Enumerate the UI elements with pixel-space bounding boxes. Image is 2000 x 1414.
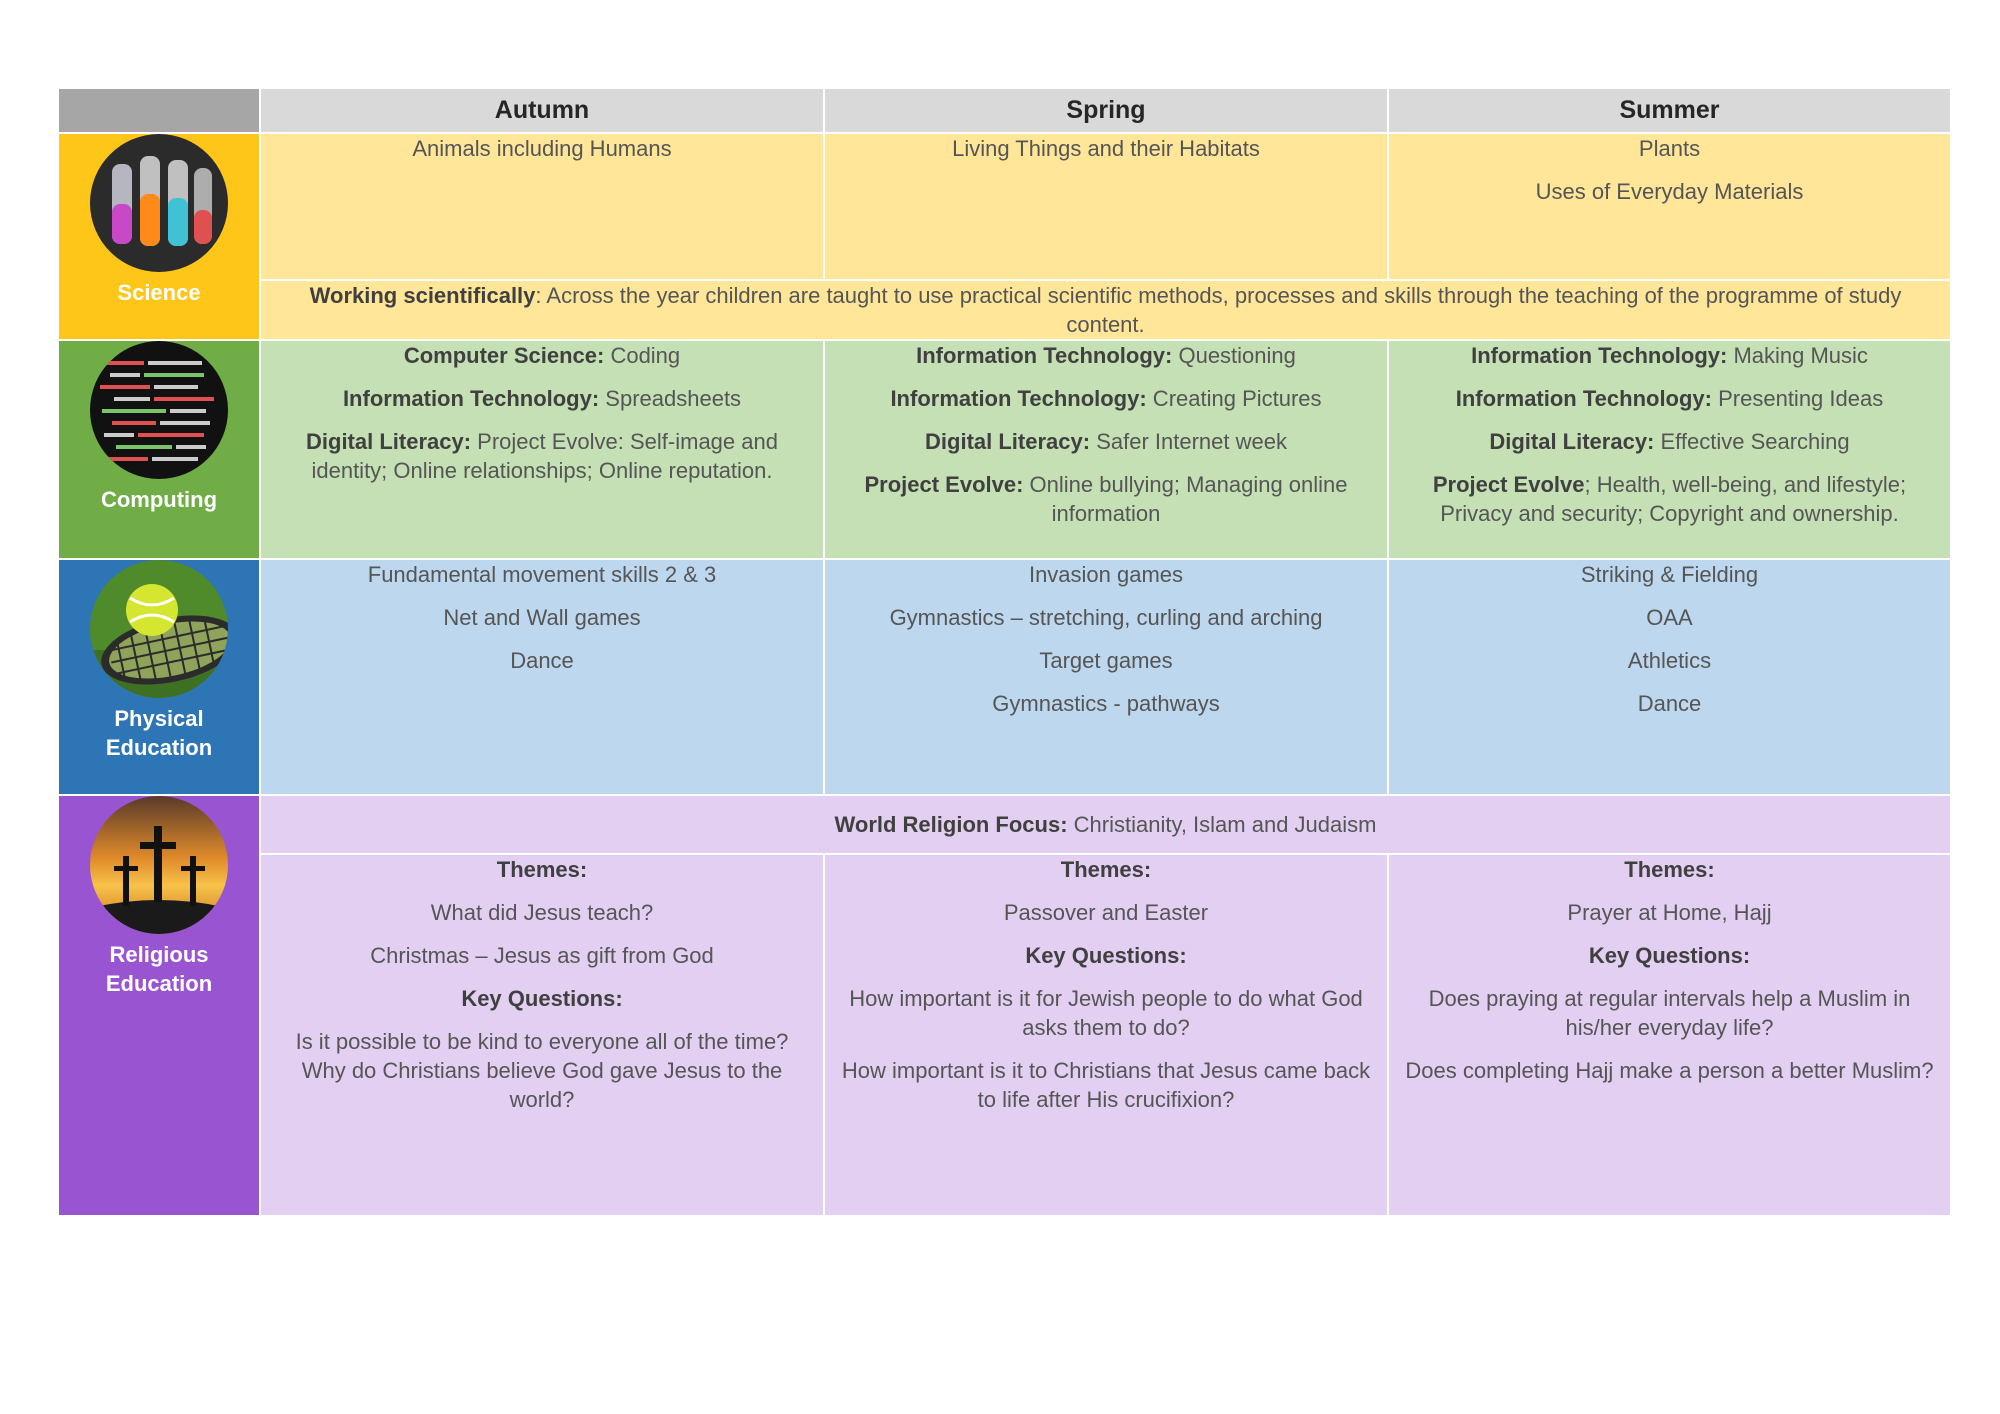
computing-autumn-item (275, 427, 809, 485)
item-text: Making Music (1727, 343, 1868, 368)
item-label: Computer Science: (403, 343, 605, 368)
code-screen-icon (90, 341, 228, 479)
three-crosses-sunset-icon (90, 796, 228, 934)
computing-spring-item (839, 427, 1373, 456)
re-summer-question: Does completing Hajj make a person a better Muslim? (1405, 1058, 1934, 1083)
re-subject-cell (58, 795, 260, 1216)
science-spring-item: Living Things and their Habitats (952, 136, 1260, 161)
pe-summer-item: Dance (1637, 691, 1702, 716)
re-label-line2: Education (105, 971, 213, 996)
working-scientifically-text: : Across the year children are taught to use practical scientific methods, processes and skills through the teaching of the programme of study content. (535, 283, 1902, 337)
science-autumn-item: Animals including Humans (412, 136, 672, 161)
re-autumn (260, 854, 824, 1216)
science-summer-item: Plants (1638, 136, 1701, 161)
item-label: Project Evolve (1432, 472, 1585, 497)
themes-label: Themes: (1060, 857, 1152, 882)
science-label: Science (117, 280, 201, 305)
key-questions-heading (839, 941, 1373, 970)
computing-summer-item (1403, 427, 1936, 456)
pe-subject-cell (58, 559, 260, 795)
science-summer (1388, 133, 1951, 280)
key-questions-heading (275, 984, 809, 1013)
header-autumn: Autumn (260, 88, 824, 133)
science-working-row (58, 280, 1951, 340)
pe-summer-item: Striking & Fielding (1580, 562, 1759, 587)
pe-summer-item: Athletics (1627, 648, 1712, 673)
header-summer: Summer (1388, 88, 1951, 133)
key-questions-heading (1403, 941, 1936, 970)
themes-heading (275, 855, 809, 884)
pe-autumn-item: Dance (510, 648, 574, 673)
computing-summer (1388, 340, 1951, 559)
key-questions-label: Key Questions: (461, 986, 623, 1011)
computing-summer-item (1403, 470, 1936, 528)
world-religion-focus-text: Christianity, Islam and Judaism (1067, 812, 1377, 837)
re-themes-row (58, 854, 1951, 1216)
item-label: Project Evolve: (864, 472, 1024, 497)
computing-subject-cell (58, 340, 260, 559)
computing-autumn (260, 340, 824, 559)
item-text: ; Health, well-being, and lifestyle; Privacy and security; Copyright and ownership. (1440, 472, 1907, 526)
pe-autumn-item: Fundamental movement skills 2 & 3 (367, 562, 717, 587)
re-focus-row (58, 795, 1951, 854)
pe-summer-item: OAA (1646, 605, 1693, 630)
re-autumn-theme: Christmas – Jesus as gift from God (370, 943, 714, 968)
computing-summer-item (1403, 384, 1936, 413)
themes-heading (839, 855, 1373, 884)
item-label: Information Technology: (916, 343, 1173, 368)
pe-label-line2: Education (105, 735, 213, 760)
world-religion-focus-label: World Religion Focus: (834, 812, 1068, 837)
themes-heading (1403, 855, 1936, 884)
science-spring (824, 133, 1388, 280)
pe-row (58, 559, 1951, 795)
computing-spring-item (839, 470, 1373, 528)
header-spring: Spring (824, 88, 1388, 133)
header-row (58, 88, 1951, 133)
test-tubes-icon (90, 134, 228, 272)
science-subject-cell (58, 133, 260, 340)
re-summer-question: Does praying at regular intervals help a Muslim in his/her everyday life? (1428, 986, 1911, 1040)
re-label-line1: Religious (109, 942, 209, 967)
computing-autumn-item (275, 341, 809, 370)
pe-spring-item: Gymnastics - pathways (992, 691, 1220, 716)
computing-spring (824, 340, 1388, 559)
item-text: Creating Pictures (1146, 386, 1322, 411)
item-text: Online bullying; Managing online information (1023, 472, 1348, 526)
computing-summer-item (1403, 341, 1936, 370)
item-text: Project Evolve: Self-image and identity; Online relationships; Online reputation. (311, 429, 778, 483)
item-label: Digital Literacy: (1489, 429, 1655, 454)
tennis-ball-racket-icon (90, 560, 228, 698)
item-text: Safer Internet week (1090, 429, 1287, 454)
item-text: Presenting Ideas (1712, 386, 1884, 411)
header-corner (58, 88, 260, 133)
item-text: Questioning (1172, 343, 1296, 368)
science-summer-item: Uses of Everyday Materials (1535, 179, 1804, 204)
item-label: Digital Literacy: (306, 429, 472, 454)
item-text: Effective Searching (1654, 429, 1850, 454)
working-scientifically-label: Working scientifically (309, 283, 536, 308)
curriculum-table (57, 87, 1952, 1217)
item-label: Information Technology: (1455, 386, 1712, 411)
re-world-religion-focus (260, 795, 1951, 854)
computing-spring-item (839, 341, 1373, 370)
re-spring-theme: Passover and Easter (1003, 900, 1209, 925)
themes-label: Themes: (496, 857, 588, 882)
computing-autumn-item (275, 384, 809, 413)
item-label: Information Technology: (342, 386, 600, 411)
pe-spring-item: Target games (1039, 648, 1173, 673)
computing-spring-item (839, 384, 1373, 413)
computing-label: Computing (100, 487, 218, 512)
pe-summer (1388, 559, 1951, 795)
pe-autumn (260, 559, 824, 795)
computing-row (58, 340, 1951, 559)
key-questions-label: Key Questions: (1025, 943, 1187, 968)
pe-spring-item: Gymnastics – stretching, curling and arching (889, 605, 1323, 630)
pe-autumn-item: Net and Wall games (443, 605, 641, 630)
themes-label: Themes: (1624, 857, 1715, 882)
pe-spring-item: Invasion games (1028, 562, 1184, 587)
re-autumn-theme: What did Jesus teach? (430, 900, 654, 925)
item-text: Spreadsheets (599, 386, 742, 411)
re-summer (1388, 854, 1951, 1216)
pe-label-line1: Physical (114, 706, 204, 731)
re-summer-theme: Prayer at Home, Hajj (1567, 900, 1772, 925)
re-spring-question: How important is it for Jewish people to do what God asks them to do? (849, 986, 1363, 1040)
science-autumn (260, 133, 824, 280)
item-text: Coding (604, 343, 681, 368)
key-questions-label: Key Questions: (1588, 943, 1751, 968)
pe-spring (824, 559, 1388, 795)
re-spring (824, 854, 1388, 1216)
science-row (58, 133, 1951, 280)
item-label: Information Technology: (1471, 343, 1728, 368)
re-autumn-question: Is it possible to be kind to everyone all of the time? Why do Christians believe God gave Jesus to the world? (295, 1029, 789, 1112)
science-working-scientifically (260, 280, 1951, 340)
item-label: Digital Literacy: (925, 429, 1091, 454)
re-spring-question: How important is it to Christians that Jesus came back to life after His crucifixion? (841, 1058, 1371, 1112)
item-label: Information Technology: (890, 386, 1147, 411)
